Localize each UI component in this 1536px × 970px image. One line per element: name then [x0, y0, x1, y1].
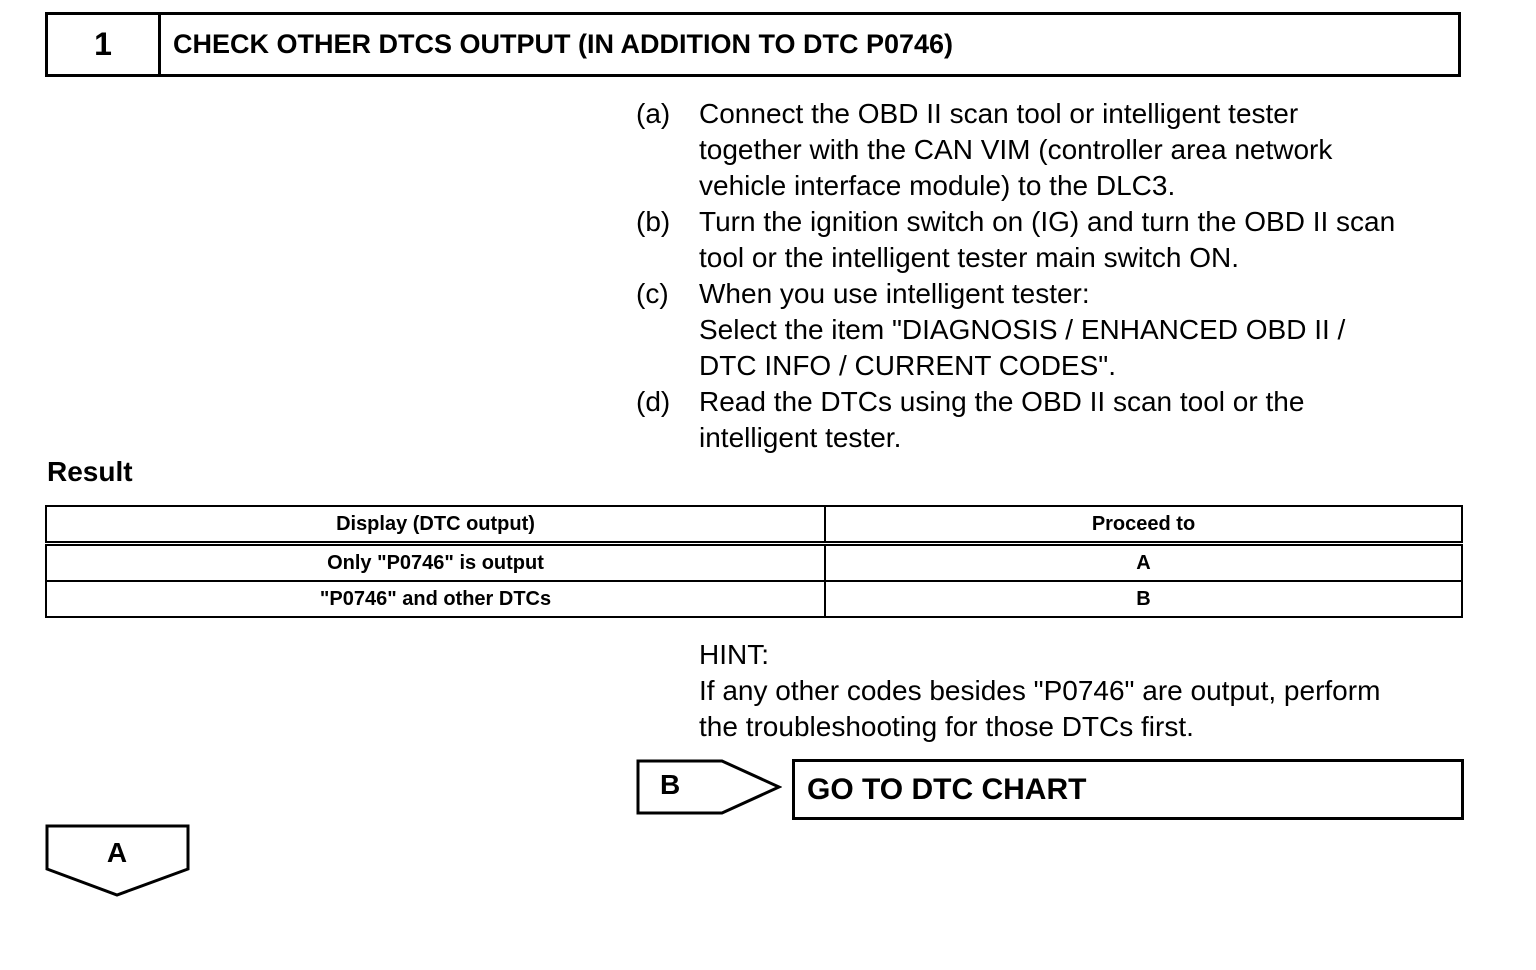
step-line: Connect the OBD II scan tool or intelligent tester	[699, 98, 1299, 129]
step-line: DTC INFO / CURRENT CODES".	[699, 350, 1116, 381]
result-table	[45, 505, 1463, 618]
arrow-right-icon	[636, 759, 782, 815]
procedure-step	[636, 276, 1466, 384]
branch-a-label: A	[106, 837, 128, 868]
go-to-dtc-chart-box[interactable]: GO TO DTC CHART	[792, 759, 1464, 820]
result-heading: Result	[47, 456, 133, 487]
table-header-row	[46, 506, 1462, 544]
step-label: (a)	[636, 98, 671, 129]
step-number: 1	[48, 15, 161, 74]
step-text	[699, 96, 1466, 204]
column-header: Display (DTC output)	[46, 506, 825, 544]
branch-a-arrow[interactable]	[45, 824, 191, 898]
step-text	[699, 384, 1466, 456]
step-line: When you use intelligent tester:	[699, 278, 1090, 309]
table-cell: B	[825, 581, 1462, 617]
procedure-step	[636, 96, 1466, 204]
step-text	[699, 276, 1466, 384]
branch-b-label: B	[660, 769, 681, 800]
step-line: tool or the intelligent tester main switch ON.	[699, 242, 1240, 273]
step-title: CHECK OTHER DTCS OUTPUT (IN ADDITION TO DTC P0746)	[173, 29, 954, 59]
step-label: (d)	[636, 386, 671, 417]
branch-b-arrow[interactable]	[636, 759, 782, 815]
step-line: intelligent tester.	[699, 422, 902, 453]
hint-line: the troubleshooting for those DTCs first.	[699, 711, 1194, 742]
step-line: Turn the ignition switch on (IG) and turn the OBD II scan	[699, 206, 1396, 237]
procedure-step	[636, 204, 1466, 276]
table-row	[46, 581, 1462, 617]
table-cell: A	[825, 544, 1462, 582]
hint-block	[699, 637, 1479, 745]
step-line: Read the DTCs using the OBD II scan tool or the	[699, 386, 1305, 417]
step-line: vehicle interface module) to the DLC3.	[699, 170, 1176, 201]
table-row	[46, 544, 1462, 582]
hint-line: If any other codes besides "P0746" are output, perform	[699, 675, 1381, 706]
step-header	[45, 12, 1461, 77]
table-cell: "P0746" and other DTCs	[46, 581, 825, 617]
column-header: Proceed to	[825, 506, 1462, 544]
step-line: Select the item "DIAGNOSIS / ENHANCED OBD II /	[699, 314, 1346, 345]
step-line: together with the CAN VIM (controller area network	[699, 134, 1333, 165]
hint-title: HINT:	[699, 639, 769, 670]
step-label: (c)	[636, 278, 669, 309]
step-label: (b)	[636, 206, 671, 237]
table-cell: Only "P0746" is output	[46, 544, 825, 582]
step-text	[699, 204, 1466, 276]
procedure-step	[636, 384, 1466, 456]
procedure-steps	[636, 96, 1466, 456]
